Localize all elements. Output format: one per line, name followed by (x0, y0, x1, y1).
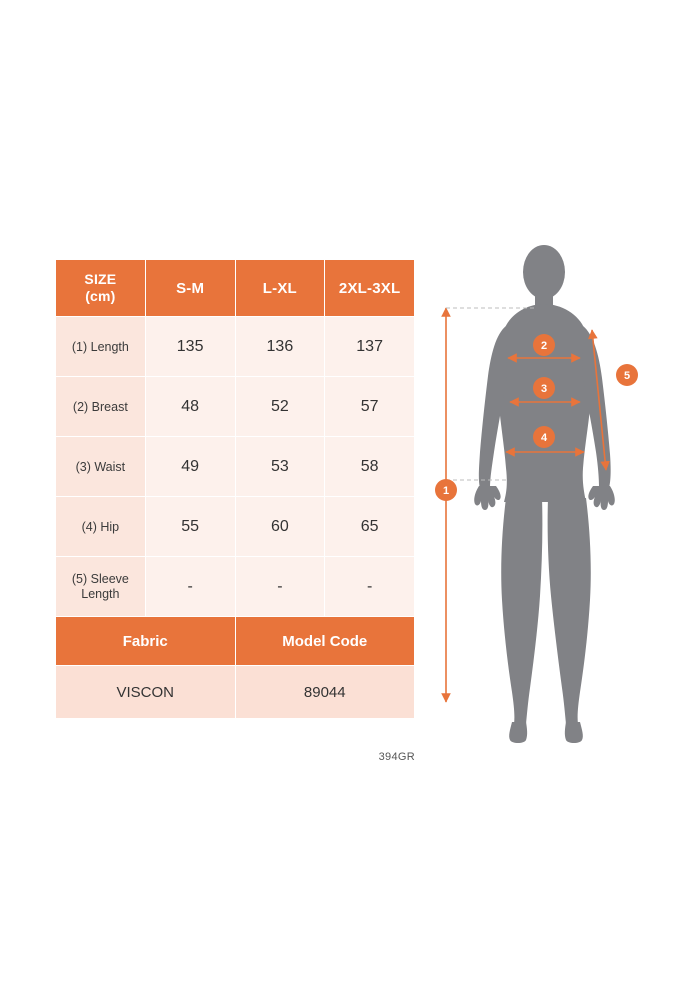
marker-badge-1 (435, 479, 457, 501)
marker-badge-4 (533, 426, 555, 448)
size-chart-table (55, 259, 415, 719)
row-label-length: (1) Length (56, 317, 146, 377)
marker-badge-1-label: 1 (442, 485, 450, 497)
row-label-sleeve-length (56, 557, 146, 617)
table-row (56, 557, 415, 617)
cell-hip-2xl3xl: 65 (325, 497, 415, 557)
header-size-line1: SIZE (84, 271, 117, 287)
cell-length-lxl: 136 (235, 317, 325, 377)
marker-badge-2-label: 2 (540, 340, 548, 352)
table-row (56, 377, 415, 437)
cell-waist-2xl3xl: 58 (325, 437, 415, 497)
product-weight-note: 394GR (378, 751, 415, 763)
header-size-label (56, 260, 146, 317)
cell-hip-sm: 55 (145, 497, 235, 557)
table-row (56, 497, 415, 557)
table-header-row (56, 260, 415, 317)
cell-length-sm: 135 (145, 317, 235, 377)
table-footer-value-row (56, 666, 415, 719)
female-body-silhouette (474, 245, 615, 743)
cell-waist-lxl: 53 (235, 437, 325, 497)
row-label-waist: (3) Waist (56, 437, 146, 497)
table-row (56, 437, 415, 497)
header-size-line2: (cm) (85, 288, 116, 304)
cell-length-2xl3xl: 137 (325, 317, 415, 377)
row-label-sleeve-line1: (5) Sleeve (71, 571, 129, 586)
row-label-hip: (4) Hip (56, 497, 146, 557)
cell-sleeve-lxl: - (235, 557, 325, 617)
cell-sleeve-sm: - (145, 557, 235, 617)
cell-breast-sm: 48 (145, 377, 235, 437)
marker-badge-4-label: 4 (540, 432, 548, 444)
marker-badge-5 (616, 364, 638, 386)
header-column-3: 2XL-3XL (325, 260, 415, 317)
table-row (56, 317, 415, 377)
marker-badge-3 (533, 377, 555, 399)
marker-badge-2 (533, 334, 555, 356)
footer-header-fabric: Fabric (56, 617, 236, 666)
cell-waist-sm: 49 (145, 437, 235, 497)
footer-value-fabric: VISCON (56, 666, 236, 719)
footer-header-model-code: Model Code (235, 617, 415, 666)
cell-sleeve-2xl3xl: - (325, 557, 415, 617)
measurement-figure (430, 230, 660, 750)
marker-badge-5-label: 5 (623, 370, 631, 382)
header-column-2: L-XL (235, 260, 325, 317)
footer-value-model-code: 89044 (235, 666, 415, 719)
cell-breast-lxl: 52 (235, 377, 325, 437)
cell-hip-lxl: 60 (235, 497, 325, 557)
marker-badge-3-label: 3 (540, 383, 548, 395)
row-label-breast: (2) Breast (56, 377, 146, 437)
cell-breast-2xl3xl: 57 (325, 377, 415, 437)
size-chart-table-container (55, 259, 415, 719)
row-label-sleeve-line2: Length (81, 586, 120, 601)
table-footer-header-row (56, 617, 415, 666)
header-column-1: S-M (145, 260, 235, 317)
